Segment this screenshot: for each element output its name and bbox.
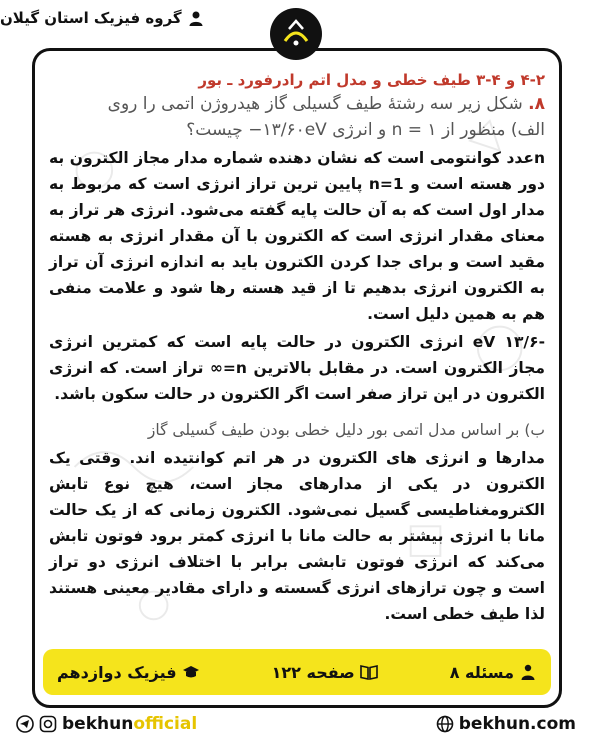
group-title: گروه فیزیک استان گیلان bbox=[0, 9, 182, 27]
social-handle[interactable] bbox=[16, 714, 197, 734]
part-b-question: ب) بر اساس مدل اتمی بور دلیل خطی بودن طیف گسیلی گاز bbox=[147, 421, 545, 439]
logo bbox=[270, 8, 322, 60]
question-text: شکل زیر سه رشتهٔ طیف گسیلی گاز هیدروژن اتمی را روی bbox=[107, 94, 523, 114]
footer-book-label: فیزیک دوازدهم bbox=[57, 662, 177, 682]
footer-page bbox=[272, 663, 378, 682]
content-body bbox=[49, 71, 545, 627]
question bbox=[49, 91, 545, 117]
book-open-icon bbox=[360, 663, 378, 681]
footer-page-label: صفحه ۱۲۲ bbox=[271, 662, 355, 682]
answer-a-paragraph-1: nعدد کوانتومی است که نشان دهنده شماره مدار مجاز الکترون به دور هسته است و n=1 پایین ترین تراز انرژی است که مربوط به مدار اول است که به آن حالت پایه گفته می‌شود. انرژی هر تراز به معنای مقدار انرژی است که الکترون با آن مقدار انرژی به هسته مقید است و برای جدا کردن الکترون باید به اندازه انرژی آن تراز به الکترون انرژی بدهیم تا از قید هسته رها شود و علامت منفی هم به همین دلیل است. bbox=[49, 149, 545, 323]
footer-problem bbox=[450, 663, 537, 682]
content-card bbox=[32, 48, 562, 708]
footer-book bbox=[57, 663, 200, 682]
bottom-bar bbox=[0, 708, 592, 740]
website-label: bekhun.com bbox=[458, 714, 576, 734]
telegram-icon bbox=[16, 715, 34, 733]
question-number: ۸. bbox=[528, 94, 545, 114]
globe-icon bbox=[436, 715, 454, 733]
answer-a-paragraph-2: -۱۳/۶ eV انرژی الکترون در حالت پایه است که کمترین انرژی مجاز الکترون است. در مقابل بالاترین n=∞ تراز است. که انرژی الکترون در این تراز صفر است اگر الکترون در حالت سکون باشد. bbox=[49, 333, 545, 403]
website-link[interactable] bbox=[436, 714, 576, 734]
user-icon bbox=[188, 10, 204, 26]
footer-problem-label: مسئله ۸ bbox=[449, 662, 514, 682]
part-a-question: الف) منظور از n = ۱ و انرژی ۱۳/۶۰eV− چیست؟ bbox=[186, 120, 545, 140]
instagram-icon bbox=[39, 715, 57, 733]
users-icon bbox=[519, 663, 537, 681]
footer-bar bbox=[43, 649, 551, 695]
answer-b-paragraph: مدارها و انرژی های الکترون در هر اتم کوانتیده اند. وقتی یک الکترون در یکی از مدارهای مجاز است، هیچ نوع تابش الکترومغناطیسی گسیل نمی‌شود. الکترون زمانی که از یک حالت مانا با انرژی بیشتر به حالت مانا با انرژی کمتر برود فوتون تابش می‌کند که انرژی فوتون تابشی برابر با اختلاف انرژی دو تراز است و چون ترازهای انرژی گسسته و دارای مقادیر معینی هستند لذا طیف خطی است. bbox=[49, 449, 545, 623]
logo-mark-icon bbox=[277, 15, 315, 53]
section-title: ۴-۲ و ۴-۳ طیف خطی و مدل اتم رادرفورد ـ بور bbox=[198, 71, 545, 89]
graduation-cap-icon bbox=[182, 663, 200, 681]
handle-part-a: bekhun bbox=[62, 714, 134, 734]
handle-part-b: official bbox=[133, 714, 198, 734]
